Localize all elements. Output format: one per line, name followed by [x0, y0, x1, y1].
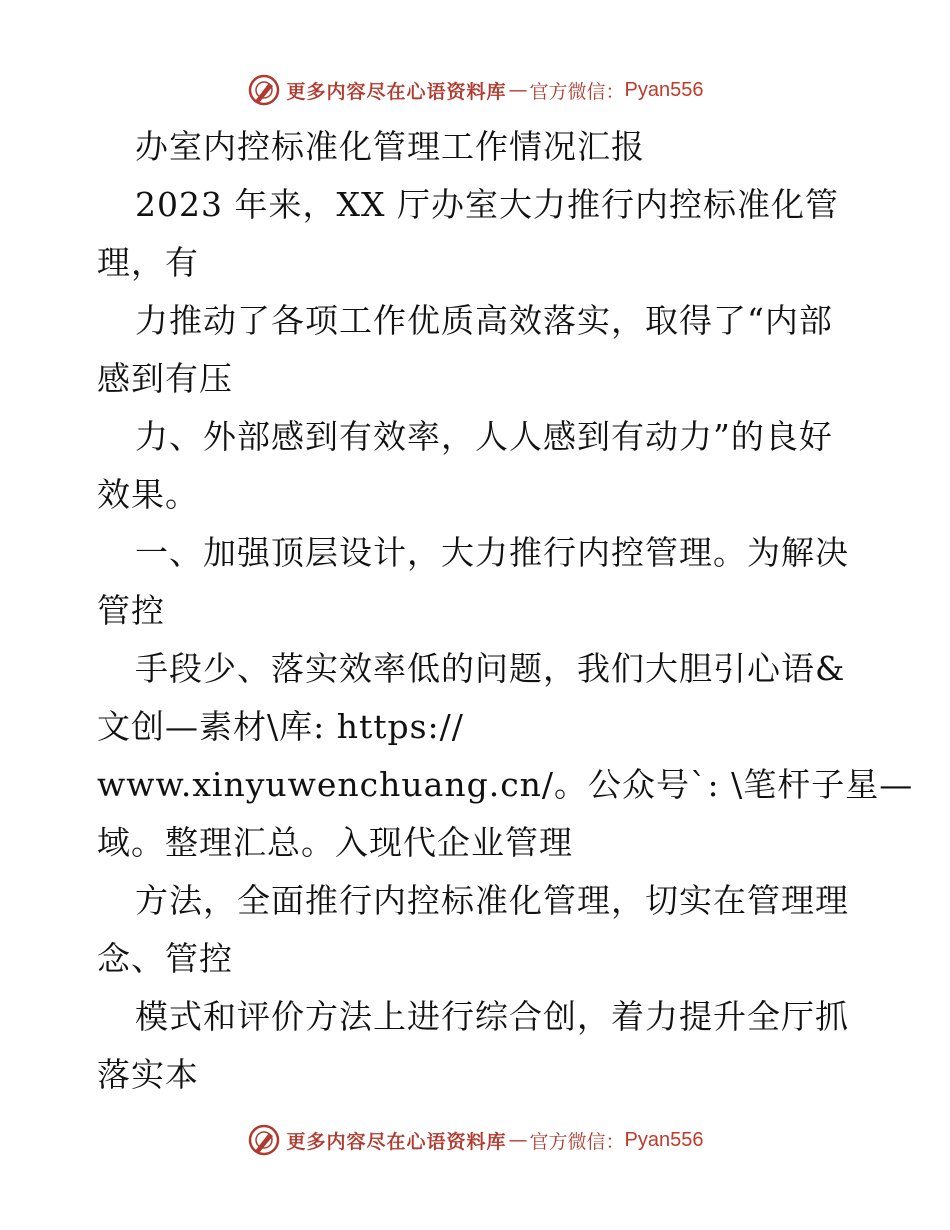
text-line: 效果。 — [97, 475, 199, 514]
banner-separator: — — [508, 1129, 528, 1151]
banner-text: 更多内容尽在心语资料库 — [286, 80, 507, 103]
text-line: 模式和评价方法上进行综合创，着力提升全厅抓 — [135, 997, 849, 1036]
text-line: 2023 年来，XX 厅办室大力推行内控标准化管 — [135, 185, 839, 224]
document-body — [97, 118, 914, 1104]
footer-banner — [0, 1120, 950, 1160]
text-line: 管控 — [97, 591, 165, 630]
banner-wechat-id: Pyan556 — [624, 1128, 704, 1151]
banner-separator: — — [508, 79, 528, 101]
banner-text: 更多内容尽在心语资料库 — [286, 1130, 507, 1153]
text-line: 域。整理汇总。入现代企业管理 — [97, 823, 573, 862]
banner-wechat-id: Pyan556 — [624, 78, 704, 101]
text-line: 力、外部感到有效率，人人感到有动力”的良好 — [135, 417, 833, 456]
text-line: 落实本 — [97, 1055, 199, 1094]
text-line: 文创—素材\库: https:// — [97, 707, 464, 746]
pen-logo-icon — [247, 73, 281, 107]
text-line: 手段少、落实效率低的问题，我们大胆引心语& — [135, 649, 846, 688]
text-line: 办室内控标准化管理工作情况汇报 — [135, 127, 645, 166]
text-line: 一、加强顶层设计，大力推行内控管理。为解决 — [135, 533, 849, 572]
text-line: 理，有 — [97, 243, 199, 282]
pen-logo-icon — [247, 1123, 281, 1157]
text-line: 念、管控 — [97, 939, 233, 978]
text-line: 力推动了各项工作优质高效落实，取得了“内部 — [135, 301, 833, 340]
text-line: www.xinyuwenchuang.cn/。公众号`: \笔杆子星— — [97, 765, 914, 804]
text-line: 方法，全面推行内控标准化管理，切实在管理理 — [135, 881, 849, 920]
banner-wechat-label: 官方微信： — [529, 80, 625, 103]
header-banner — [0, 70, 950, 110]
text-line: 感到有压 — [97, 359, 233, 398]
banner-wechat-label: 官方微信： — [529, 1130, 625, 1153]
